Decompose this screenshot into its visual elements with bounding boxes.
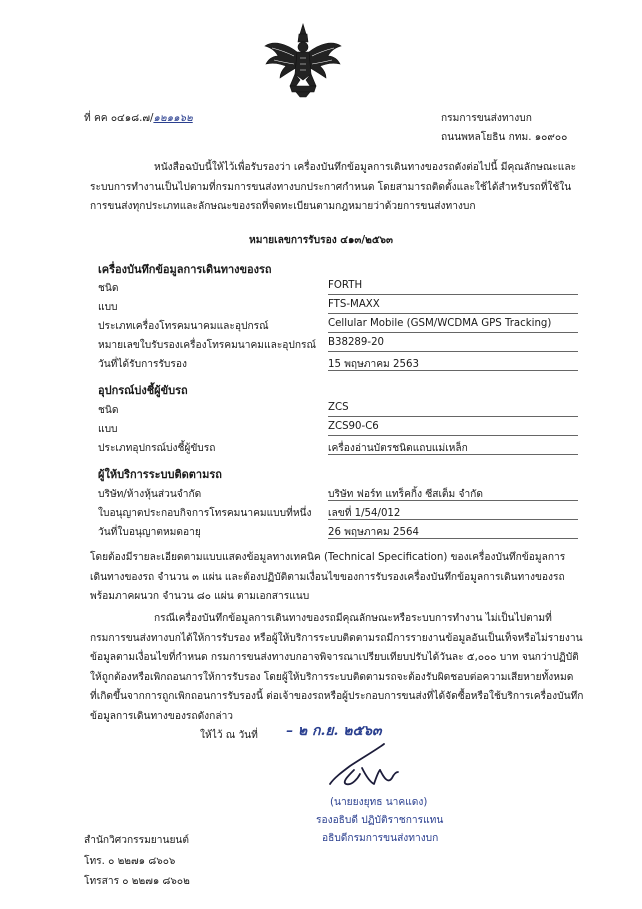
field-value: เลขที่ 1/54/012 — [328, 508, 401, 519]
field-value: ZCS90-C6 — [328, 421, 379, 432]
field-value: ZCS — [328, 402, 349, 413]
underline — [328, 416, 578, 417]
underline — [328, 519, 578, 520]
field-row — [98, 299, 578, 317]
field-row — [98, 280, 578, 298]
field-row — [98, 318, 578, 336]
field-label: ประเภทอุปกรณ์บ่งชี้ผู้ขับรถ — [98, 443, 216, 454]
underline — [328, 435, 578, 436]
field-label: ใบอนุญาตประกอบกิจการโทรคมนาคมแบบที่หนึ่ง — [98, 508, 312, 519]
garuda-emblem — [262, 22, 344, 98]
agency-address: ถนนพหลโยธิน กทม. ๑๐๙๐๐ — [441, 132, 568, 143]
field-value: เครื่องอ่านบัตรชนิดแถบแม่เหล็ก — [328, 443, 468, 454]
underline — [328, 351, 578, 352]
intro-line: การขนส่งทุกประเภทและลักษณะของรถที่จดทะเบียนตามกฎหมายว่าด้วยการขนส่งทางบก — [90, 201, 476, 212]
signature — [318, 738, 428, 794]
field-value: FORTH — [328, 280, 363, 291]
intro-line: ระบบการทำงานเป็นไปตามที่กรมการขนส่งทางบกประกาศกำหนด โดยสามารถติดตั้งและใช้ได้สำหรับรถที่ใช้ใน — [90, 181, 572, 193]
condition-line: กรณีเครื่องบันทึกข้อมูลการเดินทางของรถมีคุณลักษณะหรือระบบการทำงาน ไม่เป็นไปตามที่ — [154, 613, 552, 624]
agency-name: กรมการขนส่งทางบก — [441, 113, 532, 124]
field-label: ชนิด — [98, 405, 119, 416]
condition-line: ข้อมูลตามเงื่อนไขที่กำหนด กรมการขนส่งทางบกอาจพิจารณาเปรียบเทียบปรับได้วันละ ๕,๐๐๐ บาท จนกว่าปฏิบัติ — [90, 652, 579, 663]
condition-line: ข้อมูลการเดินทางของรถดังกล่าว — [90, 710, 234, 722]
underline — [328, 500, 578, 501]
field-value: 26 พฤษภาคม 2564 — [328, 527, 419, 538]
field-row — [98, 505, 578, 523]
field-row — [98, 486, 578, 504]
signatory-position: รองอธิบดี ปฏิบัติราชการแทน — [316, 815, 444, 826]
field-label: ชนิด — [98, 283, 119, 294]
spec-line: โดยต้องมีรายละเอียดตามแบบแสดงข้อมูลทางเทคนิค (Technical Specification) ของเครื่องบันทึกข้อมูลการ — [90, 552, 566, 563]
spec-line: พร้อมภาคผนวก จำนวน ๘๐ แผ่น ตามเอกสารแนบ — [90, 591, 310, 602]
footer-telephone: โทร. ๐ ๒๒๗๑ ๘๖๐๖ — [84, 856, 176, 867]
underline — [328, 454, 578, 455]
given-on-label: ให้ไว้ ณ วันที่ — [200, 730, 258, 741]
underline — [328, 294, 578, 295]
underline — [328, 370, 578, 371]
condition-paragraph — [90, 609, 602, 726]
field-row — [98, 524, 578, 542]
section-title-driver-id: อุปกรณ์บ่งชี้ผู้ขับรถ — [98, 384, 188, 397]
field-row — [98, 421, 578, 439]
document-number — [84, 110, 193, 126]
footer-fax: โทรสาร ๐ ๒๒๗๑ ๘๖๐๒ — [84, 876, 190, 887]
field-row — [98, 337, 578, 355]
field-value: B38289-20 — [328, 337, 385, 348]
field-row — [98, 402, 578, 420]
certificate-number: หมายเลขการรับรอง ๔๑๓/๒๕๖๓ — [249, 235, 393, 246]
field-row — [98, 440, 578, 458]
spec-paragraph — [90, 548, 602, 607]
field-label: วันที่ใบอนุญาตหมดอายุ — [98, 527, 201, 538]
condition-line: ที่เกิดขึ้นจากการถูกเพิกถอนการรับรองนี้ ต่อเจ้าของรถหรือผู้ประกอบการขนส่งที่ได้จัดซื้อหรือใช้บริการเครื่องบันทึก — [90, 691, 584, 702]
underline — [328, 313, 578, 314]
spec-line: เดินทางของรถ จำนวน ๓ แผ่น และต้องปฏิบัติตามเงื่อนไขของการรับรองเครื่องบันทึกข้อมูลการเดินทางของรถ — [90, 571, 565, 583]
section-title-tracking-provider: ผู้ให้บริการระบบติดตามรถ — [98, 468, 222, 481]
handwritten-document-number: ๑๒๑๑๖๒ — [153, 113, 193, 124]
document-number-prefix: ที่ คค ๐๔๑๘.๗/ — [84, 113, 154, 124]
field-label: แบบ — [98, 302, 118, 313]
field-label: ประเภทเครื่องโทรคมนาคมและอุปกรณ์ — [98, 321, 269, 332]
signatory-name: (นายยงยุทธ นาคแดง) — [330, 797, 428, 808]
underline — [328, 538, 578, 539]
field-label: หมายเลขใบรับรองเครื่องโทรคมนาคมและอุปกรณ์ — [98, 340, 316, 351]
condition-line: ให้ถูกต้องหรือเพิกถอนการให้การรับรอง โดยผู้ให้บริการระบบติดตามรถจะต้องรับผิดชอบต่อความเสียหายทั้งหมด — [90, 671, 574, 683]
field-value: 15 พฤษภาคม 2563 — [328, 359, 419, 370]
field-label: บริษัท/ห้างหุ้นส่วนจำกัด — [98, 489, 202, 500]
field-value: FTS-MAXX — [328, 299, 380, 310]
field-label: วันที่ได้รับการรับรอง — [98, 359, 187, 370]
field-value: บริษัท ฟอร์ท แทร็คกิ้ง ซีสเต็ม จำกัด — [328, 489, 483, 500]
footer-office: สำนักวิศวกรรมยานยนต์ — [84, 835, 190, 846]
section-title-recorder: เครื่องบันทึกข้อมูลการเดินทางของรถ — [98, 263, 272, 276]
intro-paragraph — [90, 158, 602, 217]
signatory-position-2: อธิบดีกรมการขนส่งทางบก — [322, 833, 439, 844]
handwritten-date: – ๒ ก.ย. ๒๕๖๓ — [286, 723, 382, 739]
underline — [328, 332, 578, 333]
intro-line: หนังสือฉบับนี้ให้ไว้เพื่อรับรองว่า เครื่องบันทึกข้อมูลการเดินทางของรถดังต่อไปนี้ มีคุณลักษณะและ — [154, 162, 577, 173]
condition-line: กรมการขนส่งทางบกได้ให้การรับรอง หรือผู้ให้บริการระบบติดตามรถมีการรายงานข้อมูลอันเป็นเท็จหรือไม่รายงาน — [90, 632, 583, 644]
field-row — [98, 356, 578, 374]
field-label: แบบ — [98, 424, 118, 435]
field-value: Cellular Mobile (GSM/WCDMA GPS Tracking) — [328, 318, 552, 329]
